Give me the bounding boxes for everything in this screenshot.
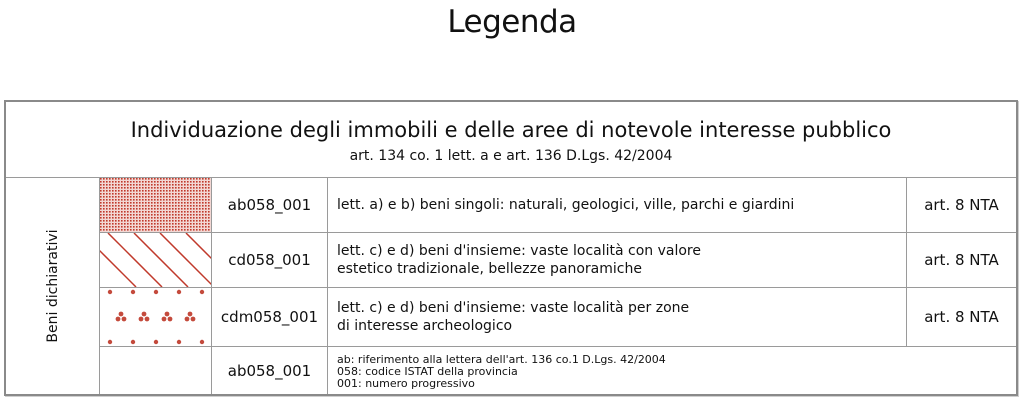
diagonal-hatch-swatch — [100, 233, 212, 287]
row-article: art. 8 NTA — [924, 308, 999, 326]
header-title: Individuazione degli immobili e delle aree di notevole interesse pubblico — [130, 118, 892, 142]
header-subtitle: art. 134 co. 1 lett. a e art. 136 D.Lgs. 42/2004 — [349, 148, 673, 164]
row-code: ab058_001 — [212, 347, 328, 394]
description-line: di interesse archeologico — [337, 318, 513, 334]
description-line: 058: codice ISTAT della provincia — [337, 364, 518, 378]
legend-row — [100, 233, 1016, 288]
legend-table — [4, 100, 1018, 396]
legend-row — [100, 288, 1016, 347]
dotted-fill-swatch — [100, 178, 212, 232]
description-line: 001: numero progressivo — [337, 376, 475, 390]
empty-swatch — [100, 347, 212, 394]
side-column — [6, 178, 100, 394]
row-article: art. 8 NTA — [924, 196, 999, 214]
description-line: lett. a) e b) beni singoli: naturali, geologici, ville, parchi e giardini — [337, 197, 795, 213]
legend-row — [100, 347, 1016, 394]
description-line: estetico tradizionale, bellezze panoramiche — [337, 261, 642, 277]
description-line: ab: riferimento alla lettera dell'art. 136 co.1 D.Lgs. 42/2004 — [337, 352, 666, 366]
side-label: Beni dichiarativi — [45, 229, 61, 343]
row-description — [328, 288, 907, 346]
row-description — [328, 347, 1016, 394]
legend-row — [100, 178, 1016, 233]
legend-header — [6, 102, 1016, 178]
row-code: cd058_001 — [212, 233, 328, 287]
description-line: lett. c) e d) beni d'insieme: vaste località per zone — [337, 300, 690, 316]
row-code: ab058_001 — [212, 178, 328, 232]
row-description — [328, 178, 907, 232]
row-article: art. 8 NTA — [924, 251, 999, 269]
row-description — [328, 233, 907, 287]
trefoil-dots-swatch — [100, 288, 212, 346]
description-line: lett. c) e d) beni d'insieme: vaste località con valore — [337, 243, 701, 259]
row-code: cdm058_001 — [212, 288, 328, 346]
page-title: Legenda — [447, 4, 577, 40]
